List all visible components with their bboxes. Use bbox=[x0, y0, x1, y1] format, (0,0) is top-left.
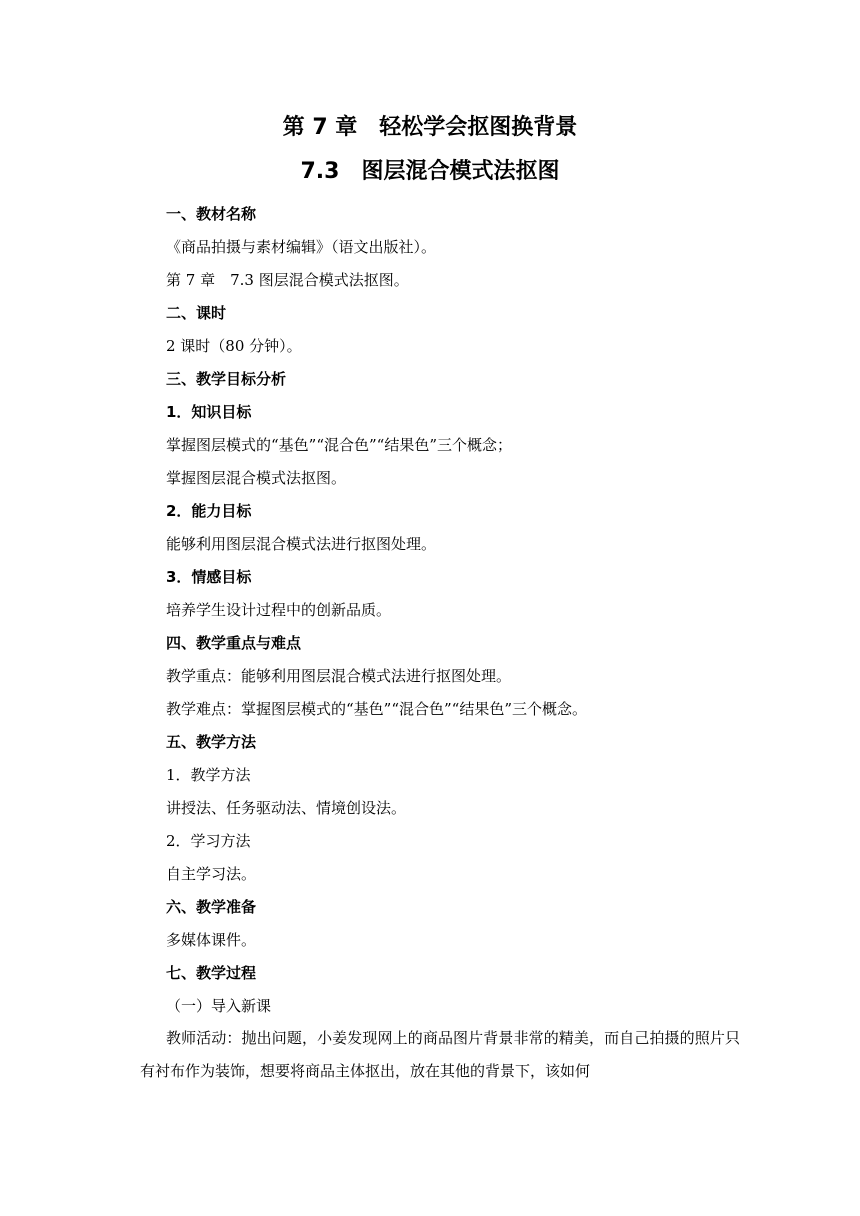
section-heading: 一、教材名称 bbox=[166, 205, 257, 223]
body-line: 自主学习法。 bbox=[166, 865, 257, 883]
section-heading: 五、教学方法 bbox=[166, 733, 257, 751]
section-heading: 七、教学过程 bbox=[166, 964, 257, 982]
body-line: 2 课时（80 分钟）。 bbox=[166, 337, 302, 355]
body-line: 《商品拍摄与素材编辑》（语文出版社）。 bbox=[166, 238, 437, 256]
section-heading: 六、教学准备 bbox=[166, 898, 257, 916]
section-heading: 四、教学重点与难点 bbox=[166, 634, 302, 652]
section-title: 7.3 图层混合模式法抠图 bbox=[300, 159, 560, 184]
body-paragraph: 教师活动：抛出问题，小姜发现网上的商品图片背景非常的精美，而自己拍摄的照片只有衬布作为装饰，想要将商品主体抠出，放在其他的背景下，该如何 bbox=[140, 1029, 740, 1080]
section-heading: 三、教学目标分析 bbox=[166, 370, 287, 388]
body-line: 2．学习方法 bbox=[166, 832, 251, 850]
chapter-title: 第 7 章 轻松学会抠图换背景 bbox=[282, 115, 578, 140]
body-line: 能够利用图层混合模式法进行抠图处理。 bbox=[166, 535, 437, 553]
body-line: 掌握图层混合模式法抠图。 bbox=[166, 469, 347, 487]
body-line: 多媒体课件。 bbox=[166, 931, 257, 949]
section-heading: 二、课时 bbox=[166, 304, 227, 322]
body-line: 掌握图层模式的“基色”“混合色”“结果色”三个概念； bbox=[166, 436, 513, 454]
body-line: 培养学生设计过程中的创新品质。 bbox=[166, 601, 392, 619]
section-heading: 2．能力目标 bbox=[166, 502, 252, 520]
section-heading: 3．情感目标 bbox=[166, 568, 252, 586]
body-line: 1．教学方法 bbox=[166, 766, 251, 784]
body-line: （一）导入新课 bbox=[166, 997, 272, 1015]
body-line: 教学难点：掌握图层模式的“基色”“混合色”“结果色”三个概念。 bbox=[166, 700, 588, 718]
body-line: 讲授法、任务驱动法、情境创设法。 bbox=[166, 799, 407, 817]
body-line: 教学重点：能够利用图层混合模式法进行抠图处理。 bbox=[166, 667, 512, 685]
section-heading: 1．知识目标 bbox=[166, 403, 252, 421]
body-line: 第 7 章 7.3 图层混合模式法抠图。 bbox=[166, 271, 409, 289]
